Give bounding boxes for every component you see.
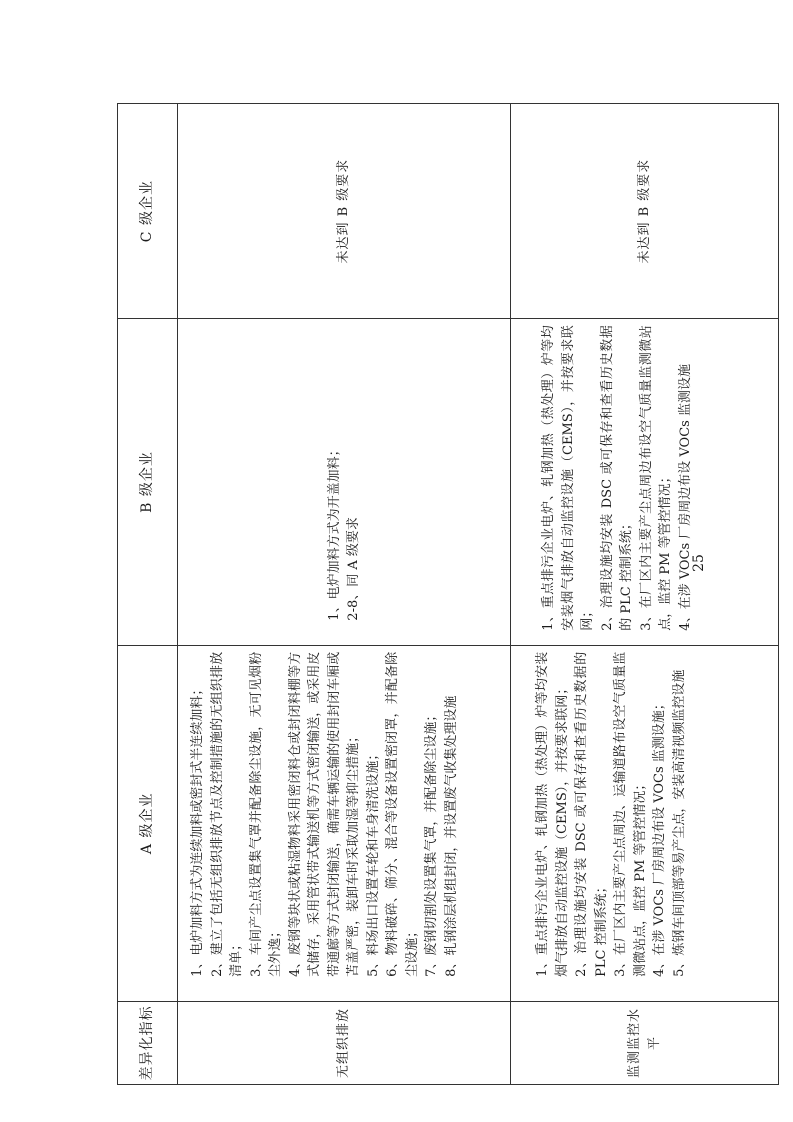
list-item: 3、在厂区内主要产尘点周边布设空气质量监测微站点，监控 PM 等管控情况； <box>638 325 673 631</box>
list-item: 2、治理设施均安装 DSC 或可保存和查看历史数据的 PLC 控制系统； <box>574 651 609 977</box>
page-number: 25 <box>691 554 707 572</box>
list-item: 5、料场出口设置车轮和车身清洗设施； <box>365 747 381 977</box>
rotated-table-container <box>117 103 778 1085</box>
list-item: 4、废钢等块状或粘湿物料采用密闭料仓或封闭料棚等方式储存，采用管状带式输送机等方式密闭输送，或采用皮带通廊等方式封闭输送，确需车辆运输的使用封闭车厢或苫盖严密，装卸车时采取加湿等抑尘措施； <box>287 651 361 977</box>
header-a-level: A 级企业 <box>118 645 178 1001</box>
header-metric: 差异化指标 <box>118 1001 178 1084</box>
header-row <box>118 104 178 1085</box>
requirement-list <box>188 652 461 977</box>
list-item: 1、电炉加料方式为开盖加料； <box>326 443 342 621</box>
requirement-list <box>539 325 695 631</box>
table-row <box>511 104 779 1085</box>
requirement-list <box>533 652 689 977</box>
a-level-requirements <box>511 645 779 1001</box>
list-item: 2、治理设施均安装 DSC 或可保存和查看历史数据的 PLC 控制系统； <box>599 325 634 631</box>
header-b-level: B 级企业 <box>118 319 178 646</box>
requirement-list <box>325 325 364 621</box>
a-level-requirements <box>178 645 511 1001</box>
list-item: 2、建立了包括无组织排放节点及控制措施的无组织排放清单； <box>209 651 244 977</box>
list-item: 6、物料破碎、筛分、混合等设备设置密闭罩，并配备除尘设施； <box>385 651 420 977</box>
table-row <box>178 104 511 1085</box>
differentiation-indicator-table <box>117 103 779 1085</box>
list-item: 5、炼钢车间顶部等易产尘点，安装高清视频监控设施 <box>671 669 687 977</box>
list-item: 4、在涉 VOCs 厂房周边布设 VOCs 监测设施 <box>677 364 693 631</box>
metric-cell: 监测监控水平 <box>511 1001 779 1084</box>
c-level-requirement: 未达到 B 级要求 <box>511 104 779 319</box>
header-c-level: C 级企业 <box>118 104 178 319</box>
list-item: 1、重点排污企业电炉、轧钢加热（热处理）炉等均安装烟气排放自动监控设施（CEMS），并按要求联网； <box>541 325 595 631</box>
metric-cell: 无组织排放 <box>178 1001 511 1084</box>
list-item: 7、废钢切割处设置集气罩，并配备除尘设施； <box>424 708 439 977</box>
list-item: 4、在涉 VOCs 厂房周边布设 VOCs 监测设施； <box>652 697 667 977</box>
list-item: 1、电炉加料方式为连续加料或密封式半连续加料； <box>190 682 205 977</box>
list-item: 3、车间产尘点设置集气罩并配备除尘设施，无可见烟粉尘外逸； <box>248 651 283 977</box>
list-item: 2-8、同 A 级要求 <box>346 517 361 621</box>
b-level-requirements <box>178 319 511 646</box>
list-item: 8、轧钢涂层机组封闭，并设置废气收集处理设施 <box>443 695 459 977</box>
c-level-requirement: 未达到 B 级要求 <box>178 104 511 319</box>
b-level-requirements <box>511 319 779 646</box>
list-item: 1、重点排污企业电炉、轧钢加热（热处理）炉等均安装烟气排放自动监控设施（CEMS），并按要求联网； <box>535 651 570 977</box>
list-item: 3、在厂区内主要产尘点周边、运输道路布设空气质量监测微站点，监控 PM 等管控情况； <box>613 651 648 977</box>
